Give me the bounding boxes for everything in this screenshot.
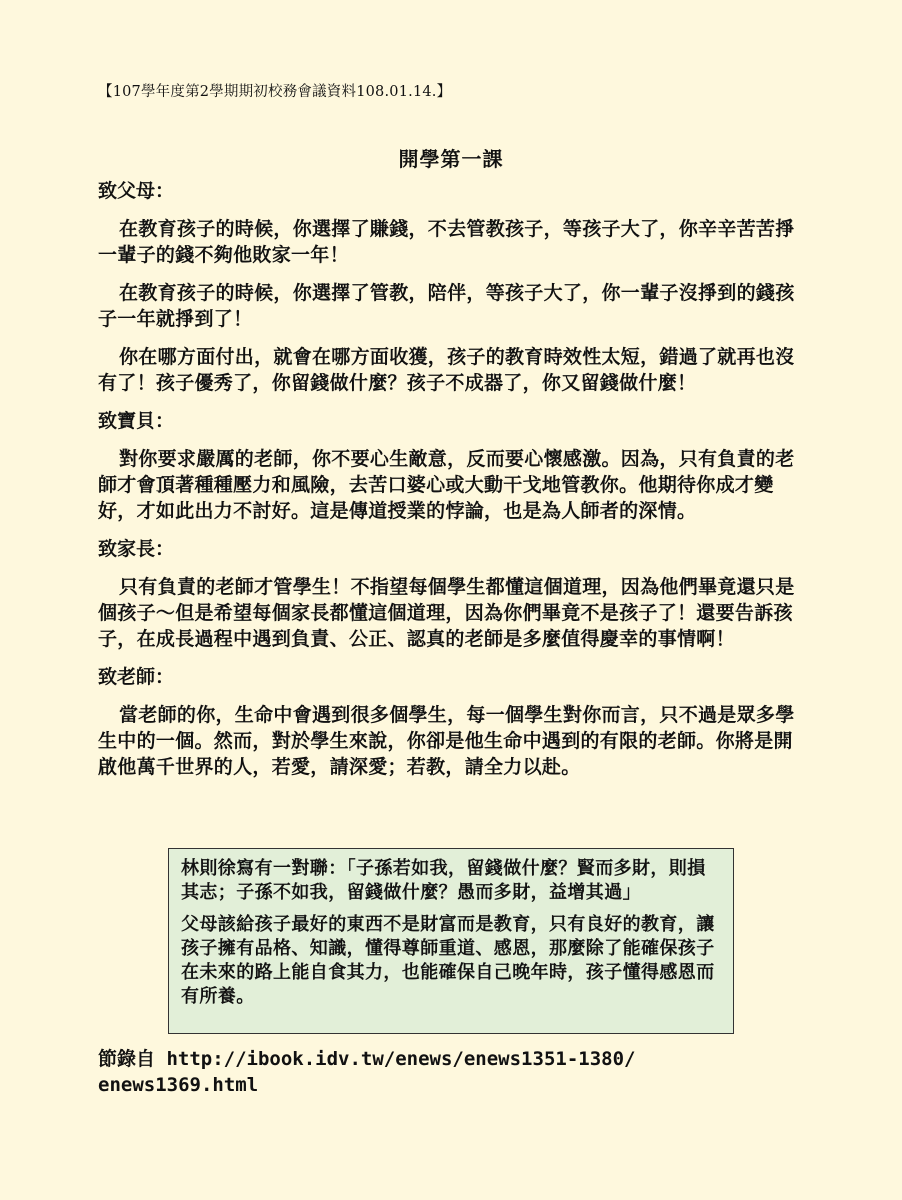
section-guardians: [98, 536, 806, 652]
paragraph: 只有負責的老師才管學生！不指望每個學生都懂這個道理，因為他們畢竟還只是個孩子～但是希望每個家長都懂這個道理，因為你們畢竟不是孩子了！還要告訴孩子，在成長過程中遇到負責、公正、認真的老師是多麼值得慶幸的事情啊！: [98, 576, 795, 650]
source-prefix: 節錄自: [98, 1048, 167, 1070]
paragraph: 當老師的你，生命中會遇到很多個學生，每一個學生對你而言，只不過是眾多學生中的一個。然而，對於學生來說，你卻是他生命中遇到的有限的老師。你將是開啟他萬千世界的人，若愛，請深愛；若教，請全力以赴。: [98, 704, 795, 778]
source-citation: [98, 1046, 638, 1098]
paragraph: 你在哪方面付出，就會在哪方面收獲，孩子的教育時效性太短，錯過了就再也沒有了！孩子優秀了，你留錢做什麼？孩子不成器了，你又留錢做什麼！: [98, 346, 795, 394]
section-teachers: [98, 664, 806, 780]
section-heading: 致老師：: [98, 666, 175, 688]
section-children: [98, 408, 806, 524]
paragraph: 在教育孩子的時候，你選擇了賺錢，不去管教孩子，等孩子大了，你辛辛苦苦掙一輩子的錢不夠他敗家一年！: [98, 218, 795, 266]
paragraph: 對你要求嚴厲的老師，你不要心生敵意，反而要心懷感激。因為，只有負責的老師才會頂著種種壓力和風險，去苦口婆心或大動干戈地管教你。他期待你成才變好，才如此出力不討好。這是傳道授業的悖論，也是為人師者的深情。: [98, 448, 795, 522]
couplet-quote: 林則徐寫有一對聯：「子孫若如我，留錢做什麼？賢而多財，則損其志；子孫不如我，留錢做什麼？愚而多財，益增其過」: [181, 858, 706, 903]
article-body: [98, 178, 806, 792]
section-heading: 致寶貝：: [98, 410, 175, 432]
quote-box: [168, 848, 734, 1034]
page-title: 開學第一課: [398, 147, 504, 171]
quote-commentary: 父母該給孩子最好的東西不是財富而是教育，只有良好的教育，讓孩子擁有品格、知識，懂得尊師重道、感恩，那麼除了能確保孩子在未來的路上能自食其力，也能確保自己晚年時，孩子懂得感恩而有所養。: [181, 914, 715, 1007]
section-heading: 致父母：: [98, 180, 175, 202]
section-parents: [98, 178, 806, 396]
paragraph: 在教育孩子的時候，你選擇了管教，陪伴，等孩子大了，你一輩子沒掙到的錢孩子一年就掙到了！: [98, 282, 795, 330]
source-url: http://ibook.idv.tw/enews/enews1351-1380/enews1369.html: [98, 1048, 636, 1096]
section-heading: 致家長：: [98, 538, 175, 560]
meeting-header-note: 【107學年度第2學期期初校務會議資料108.01.14.】: [98, 84, 452, 100]
